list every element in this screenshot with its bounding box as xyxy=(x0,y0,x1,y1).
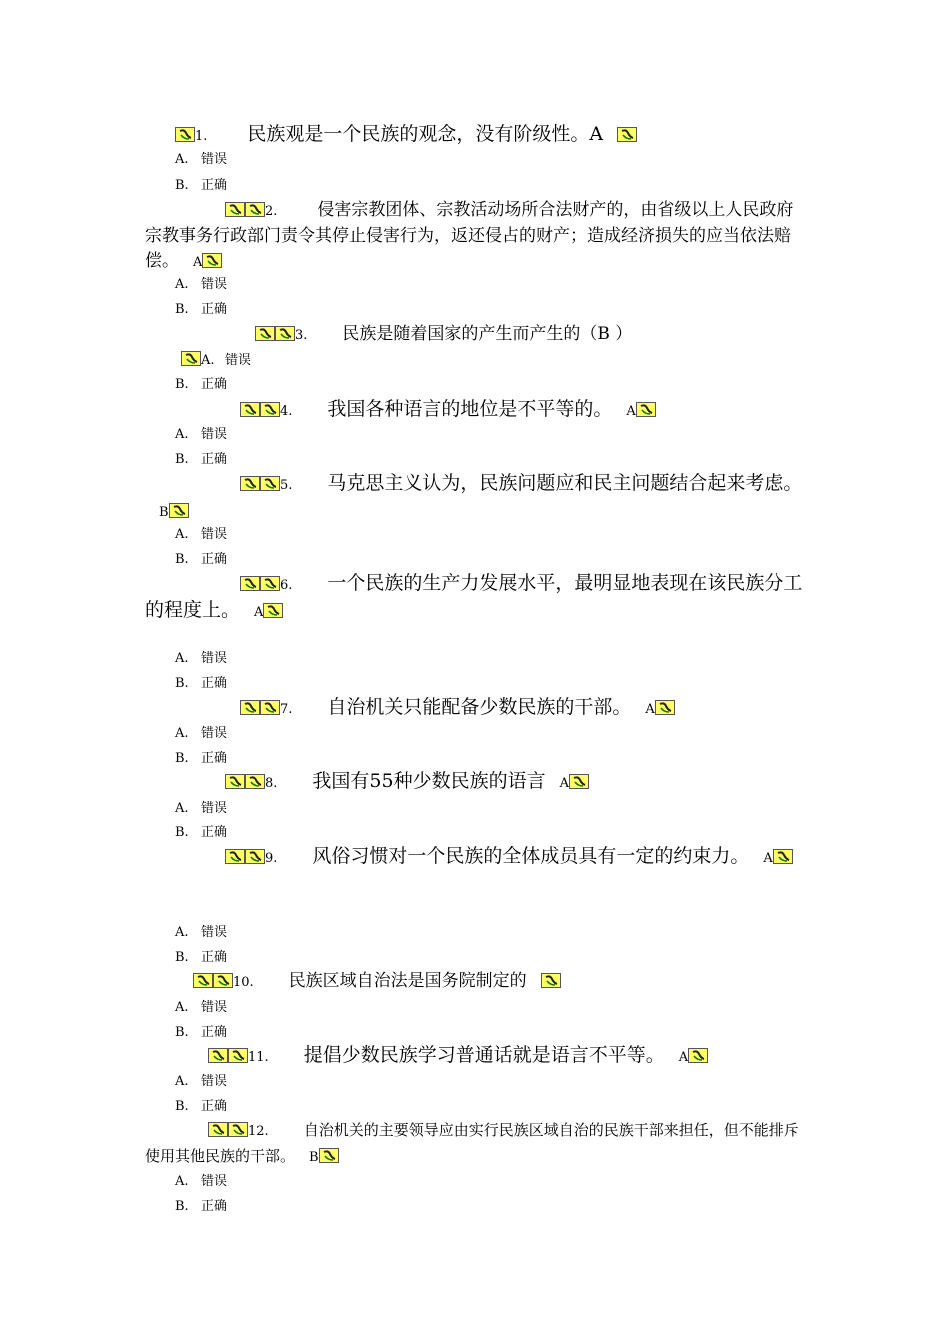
question-text: 自治机关的主要领导应由实行民族区域自治的民族干部来担任，但不能排斥使用其他民族的干部。 xyxy=(145,1121,799,1165)
question-text: 我国有55种少数民族的语言 xyxy=(312,770,546,792)
option-b: B. 正确 xyxy=(175,377,228,392)
answer-key: A xyxy=(763,851,773,866)
book-icon xyxy=(240,402,260,417)
option-a: A. 错误 xyxy=(175,1174,228,1189)
book-icon xyxy=(208,1048,228,1063)
book-icon xyxy=(202,253,222,268)
answer-key: A xyxy=(559,776,569,791)
book-icon xyxy=(260,700,280,715)
answer-key: B xyxy=(159,505,169,520)
book-icon xyxy=(208,1122,228,1137)
book-icon xyxy=(228,1122,248,1137)
option-b: B. 正确 xyxy=(175,950,228,965)
book-icon xyxy=(260,576,280,591)
question-3: 3. 民族是随着国家的产生而产生的（B ） xyxy=(145,322,810,348)
question-9: 9. 风俗习惯对一个民族的全体成员具有一定的约束力。 A xyxy=(145,844,810,871)
option-a: A. 错误 xyxy=(175,527,228,542)
book-icon xyxy=(260,402,280,417)
option-b: B. 正确 xyxy=(175,552,228,567)
option-b: B. 正确 xyxy=(175,751,228,766)
answer-key: A xyxy=(626,404,636,419)
book-icon xyxy=(245,774,265,789)
option-a: A. 错误 xyxy=(175,801,228,816)
question-2: 2. 侵害宗教团体、宗教活动场所合法财产的，由省级以上人民政府宗教事务行政部门责令其停止侵害行为，返还侵占的财产；造成经济损失的应当依法赔偿。 A xyxy=(145,200,794,271)
book-icon xyxy=(655,700,675,715)
question-text: 民族观是一个民族的观念，没有阶级性。A xyxy=(247,123,604,145)
book-icon xyxy=(213,973,233,988)
book-icon xyxy=(175,127,195,142)
book-icon xyxy=(240,576,260,591)
book-icon xyxy=(240,476,260,491)
book-icon xyxy=(319,1148,339,1163)
option-b: B. 正确 xyxy=(175,452,228,467)
answer-key: A xyxy=(645,702,655,717)
option-a: A. 错误 xyxy=(175,651,228,666)
question-text: 一个民族的生产力发展水平，最明显地表现在该民族分工的程度上。 xyxy=(145,572,803,621)
question-text: 我国各种语言的地位是不平等的。 xyxy=(327,398,613,420)
book-icon xyxy=(636,402,656,417)
book-icon xyxy=(541,973,561,988)
book-icon xyxy=(193,973,213,988)
option-a: A. 错误 xyxy=(175,1074,228,1089)
book-icon xyxy=(773,849,793,864)
option-a: A. 错误 xyxy=(175,1000,228,1015)
book-icon xyxy=(260,476,280,491)
question-text: 民族是随着国家的产生而产生的（B ） xyxy=(342,324,633,344)
question-4: 4. 我国各种语言的地位是不平等的。 A xyxy=(145,397,810,424)
option-a: A. 错误 xyxy=(175,726,228,741)
option-a: A. 错误 xyxy=(175,925,228,940)
option-b: B. 正确 xyxy=(175,178,228,193)
book-icon xyxy=(245,849,265,864)
option-b: B. 正确 xyxy=(175,825,228,840)
book-icon xyxy=(263,603,283,618)
option-b: B. 正确 xyxy=(175,302,228,317)
book-icon xyxy=(225,849,245,864)
book-icon xyxy=(169,503,189,518)
book-icon xyxy=(688,1048,708,1063)
option-a: A. 错误 xyxy=(175,427,228,442)
book-icon xyxy=(240,700,260,715)
book-icon xyxy=(225,202,245,217)
question-6: 6. 一个民族的生产力发展水平，最明显地表现在该民族分工的程度上。 A xyxy=(145,572,803,621)
option-a: A. 错误 xyxy=(175,152,228,167)
question-text: 风俗习惯对一个民族的全体成员具有一定的约束力。 xyxy=(312,845,750,867)
book-icon xyxy=(255,326,275,341)
option-b: B. 正确 xyxy=(175,1099,228,1114)
book-icon xyxy=(617,127,637,142)
book-icon xyxy=(228,1048,248,1063)
answer-key: A xyxy=(254,605,264,620)
answer-key: B xyxy=(309,1150,319,1165)
book-icon xyxy=(275,326,295,341)
option-b: B. 正确 xyxy=(175,676,228,691)
question-5: 5. 马克思主义认为，民族问题应和民主问题结合起来考虑。B xyxy=(159,472,803,520)
question-12: 12. 自治机关的主要领导应由实行民族区域自治的民族干部来担任，但不能排斥使用其他民族的干部。 B xyxy=(145,1121,799,1165)
option-b: B. 正确 xyxy=(175,1199,228,1214)
question-8: 8. 我国有55种少数民族的语言 A xyxy=(145,769,810,796)
question-text: 侵害宗教团体、宗教活动场所合法财产的，由省级以上人民政府宗教事务行政部门责令其停止侵害行为，返还侵占的财产；造成经济损失的应当依法赔偿。 xyxy=(145,200,794,271)
question-7: 7. 自治机关只能配备少数民族的干部。 A xyxy=(145,695,810,722)
book-icon xyxy=(569,774,589,789)
question-10: 10. 民族区域自治法是国务院制定的 xyxy=(145,969,810,995)
question-1: 1. 民族观是一个民族的观念，没有阶级性。A xyxy=(145,122,810,149)
option-a: A. 错误 xyxy=(181,351,251,370)
question-text: 马克思主义认为，民族问题应和民主问题结合起来考虑。 xyxy=(327,472,803,494)
question-text: 提倡少数民族学习普通话就是语言不平等。 xyxy=(303,1044,665,1066)
book-icon xyxy=(225,774,245,789)
book-icon xyxy=(245,202,265,217)
question-11: 11. 提倡少数民族学习普通话就是语言不平等。 A xyxy=(145,1043,810,1070)
answer-key: A xyxy=(193,255,203,270)
question-text: 自治机关只能配备少数民族的干部。 xyxy=(327,696,632,718)
option-a: A. 错误 xyxy=(175,277,228,292)
question-text: 民族区域自治法是国务院制定的 xyxy=(288,971,527,991)
book-icon xyxy=(181,351,201,366)
answer-key: A xyxy=(678,1050,689,1065)
option-b: B. 正确 xyxy=(175,1025,228,1040)
